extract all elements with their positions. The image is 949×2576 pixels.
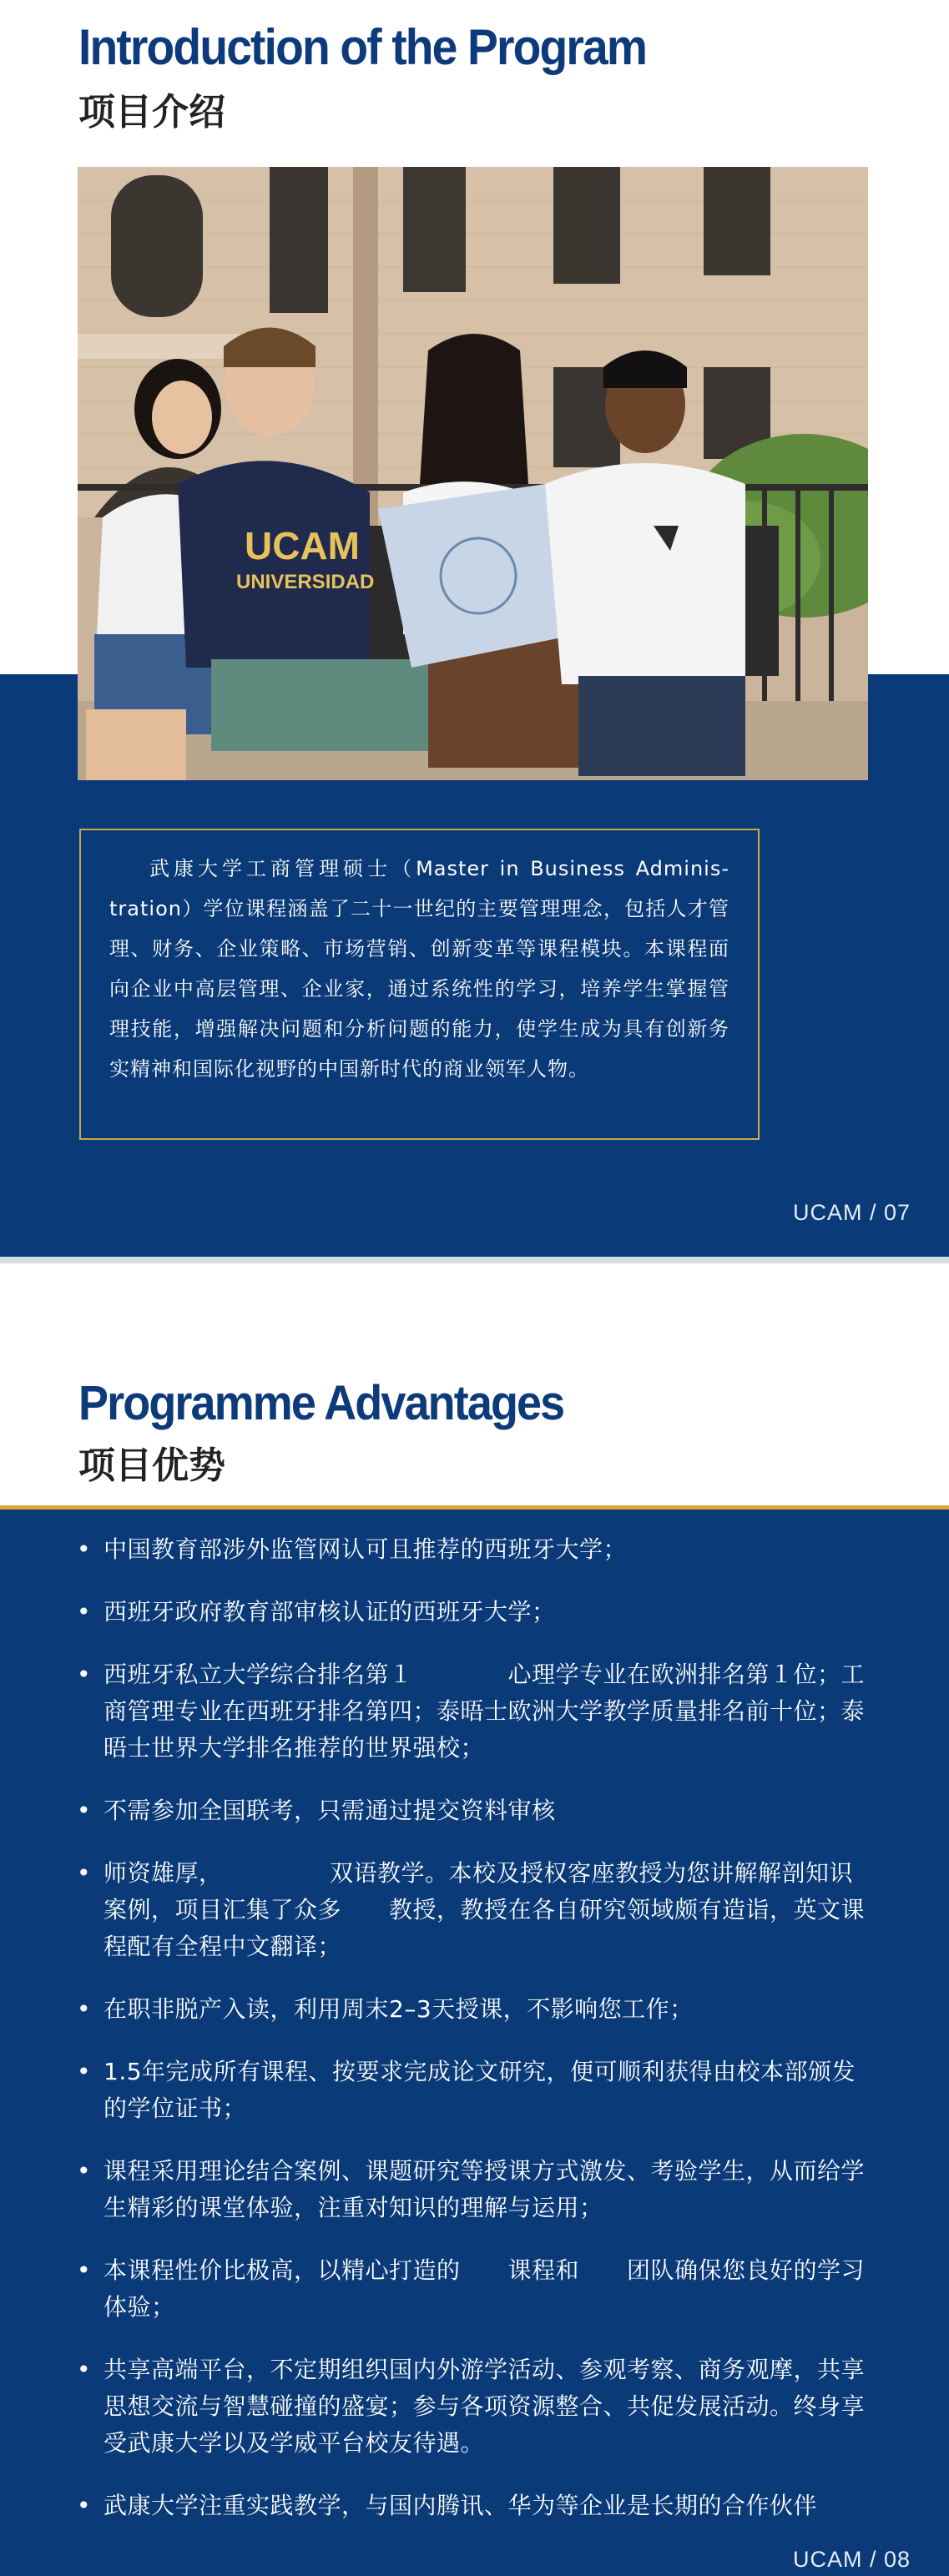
list-item: • 课程采用理论结合案例、课题研究等授课方式激发、考验学生，从而给学生精彩的课堂体验，注重对知识的理解与运用； <box>75 2153 876 2226</box>
list-item: • 本课程性价比极高，以精心打造的 课程和 团队确保您良好的学习体验； <box>75 2252 876 2326</box>
bullet-icon: • <box>77 2492 92 2519</box>
introduction-title-en: Introduction of the Program <box>78 19 647 75</box>
introduction-title-zh: 项目介绍 <box>78 91 225 134</box>
list-item: • 在职非脱产入读，利用周末2–3天授课，不影响您工作； <box>75 1991 876 2028</box>
bullet-icon: • <box>77 2058 92 2085</box>
description-box <box>79 829 760 1140</box>
advantages-title-zh: 项目优势 <box>78 1444 225 1487</box>
bullet-icon: • <box>77 1598 92 1626</box>
list-item: • 中国教育部涉外监管网认可且推荐的西班牙大学； <box>75 1531 876 1568</box>
bullet-icon: • <box>77 2256 92 2284</box>
list-item: • 西班牙政府教育部审核认证的西班牙大学； <box>75 1594 876 1631</box>
list-item: • 1.5年完成所有课程、按要求完成论文研究，便可顺利获得由校本部颁发的学位证书； <box>75 2054 876 2127</box>
list-item: • 师资雄厚， 双语教学。本校及授权客座教授为您讲解解剖知识案例，项目汇集了众多 教授，教授在各自研究领域颇有造诣，英文课程配有全程中文翻译； <box>75 1855 876 1965</box>
bullet-icon: • <box>77 1661 92 1688</box>
bullet-icon: • <box>77 2157 92 2185</box>
tshirt-universidad-text: UNIVERSIDAD <box>236 571 375 593</box>
introduction-section <box>0 0 949 1257</box>
bullet-icon: • <box>77 1535 92 1563</box>
bullet-icon: • <box>77 1995 92 2023</box>
bullet-icon: • <box>77 1859 92 1887</box>
program-description: 武康大学工商管理硕士（Master in Business Adminis-tration）学位课程涵盖了二十一世纪的主要管理理念，包括人才管理、财务、企业策略、市场营销、创新变革等课程模块。本课程面向企业中高层管理、企业家，通过系统性的学习，培养学生掌握管理技能，增强解决问题和分析问题的能力，使学生成为具有创新务实精神和国际化视野的中国新时代的商业领军人物。 <box>109 857 729 1081</box>
students-photo <box>78 167 868 780</box>
tshirt-ucam-text: UCAM <box>245 524 360 567</box>
list-item: • 共享高端平台，不定期组织国内外游学活动、参观考察、商务观摩，共享思想交流与智慧碰撞的盛宴；参与各项资源整合、共促发展活动。终身享受武康大学以及学威平台校友待遇。 <box>75 2352 876 2462</box>
list-item: • 西班牙私立大学综合排名第１ 心理学专业在欧洲排名第１位；工商管理专业在西班牙排名第四；泰晤士欧洲大学教学质量排名前十位；泰晤士世界大学排名推荐的世界强校； <box>75 1656 876 1767</box>
page-number-08: UCAM / 08 <box>792 2547 911 2572</box>
advantages-title-en: Programme Advantages <box>78 1376 564 1430</box>
list-item: • 不需参加全国联考，只需通过提交资料审核 <box>75 1792 876 1829</box>
advantages-list <box>75 1531 876 2550</box>
page-separator <box>0 1257 949 1263</box>
bullet-icon: • <box>77 2356 92 2383</box>
bullet-icon: • <box>77 1797 92 1824</box>
page-number-07: UCAM / 07 <box>792 1200 911 1225</box>
list-item: • 武康大学注重实践教学，与国内腾讯、华为等企业是长期的合作伙伴 <box>75 2488 876 2524</box>
